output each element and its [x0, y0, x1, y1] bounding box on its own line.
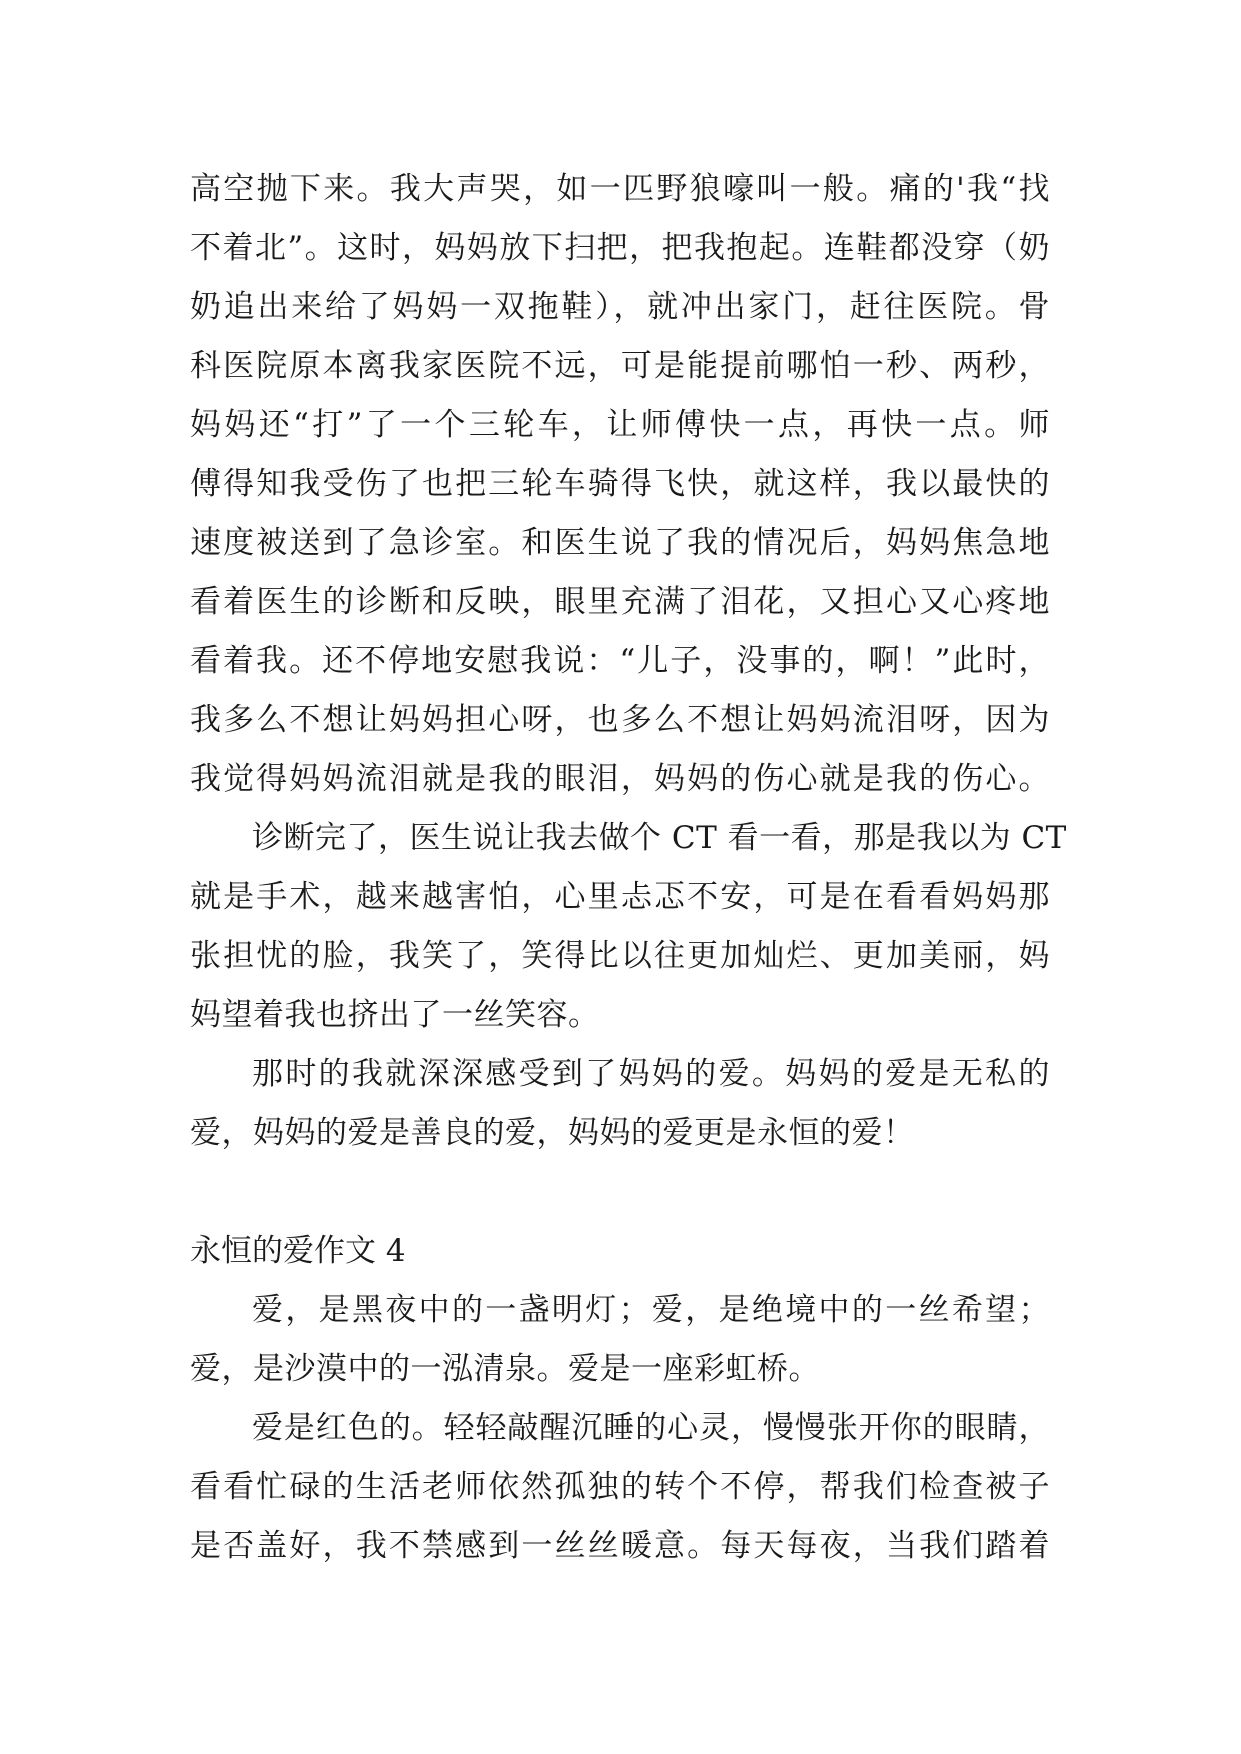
text-line: 我多么不想让妈妈担心呀，也多么不想让妈妈流泪呀，因为 — [190, 702, 1050, 738]
text-line: 奶追出来给了妈妈一双拖鞋），就冲出家门，赶往医院。骨 — [190, 289, 1050, 325]
text-line: 爱是红色的。轻轻敲醒沉睡的心灵，慢慢张开你的眼睛， — [252, 1410, 1050, 1446]
text-line: 爱，是沙漠中的一泓清泉。爱是一座彩虹桥。 — [190, 1351, 820, 1387]
text-line: 傅得知我受伤了也把三轮车骑得飞快，就这样，我以最快的 — [190, 466, 1050, 502]
paragraph-5 — [190, 1399, 1050, 1576]
blank-line — [190, 1163, 1050, 1222]
text-line: 高空抛下来。我大声哭，如一匹野狼嚎叫一般。痛的'我“找 — [190, 171, 1050, 207]
text-line: 看着医生的诊断和反映，眼里充满了泪花，又担心又心疼地 — [190, 584, 1050, 620]
text-line: 爱，是黑夜中的一盏明灯；爱，是绝境中的一丝希望； — [252, 1292, 1050, 1328]
text-line: 看着我。还不停地安慰我说：“儿子，没事的，啊！”此时， — [190, 643, 1050, 679]
section-heading: 永恒的爱作文 4 — [190, 1233, 406, 1269]
text-line: 我觉得妈妈流泪就是我的眼泪，妈妈的伤心就是我的伤心。 — [190, 761, 1050, 797]
paragraph-3 — [190, 1045, 1050, 1163]
paragraph-1 — [190, 160, 1050, 809]
text-line: 速度被送到了急诊室。和医生说了我的情况后，妈妈焦急地 — [190, 525, 1050, 561]
text-line: 妈望着我也挤出了一丝笑容。 — [190, 997, 600, 1033]
text-line: 诊断完了，医生说让我去做个 CT 看一看，那是我以为 CT — [252, 820, 1067, 856]
text-line: 科医院原本离我家医院不远，可是能提前哪怕一秒、两秒， — [190, 348, 1050, 384]
paragraph-2 — [190, 809, 1067, 1045]
text-line: 张担忧的脸，我笑了，笑得比以往更加灿烂、更加美丽，妈 — [190, 938, 1050, 974]
text-line: 那时的我就深深感受到了妈妈的爱。妈妈的爱是无私的 — [252, 1056, 1050, 1092]
text-line: 看看忙碌的生活老师依然孤独的转个不停，帮我们检查被子 — [190, 1469, 1050, 1505]
text-line: 爱，妈妈的爱是善良的爱，妈妈的爱更是永恒的爱！ — [190, 1115, 915, 1151]
text-line: 妈妈还“打”了一个三轮车，让师傅快一点，再快一点。师 — [190, 407, 1050, 443]
paragraph-4 — [190, 1281, 1050, 1399]
text-line: 是否盖好，我不禁感到一丝丝暖意。每天每夜，当我们踏着 — [190, 1528, 1050, 1564]
text-line: 不着北”。这时，妈妈放下扫把，把我抱起。连鞋都没穿（奶 — [190, 230, 1050, 266]
text-line: 就是手术，越来越害怕，心里忐忑不安，可是在看看妈妈那 — [190, 879, 1050, 915]
document-page — [190, 160, 1067, 1576]
